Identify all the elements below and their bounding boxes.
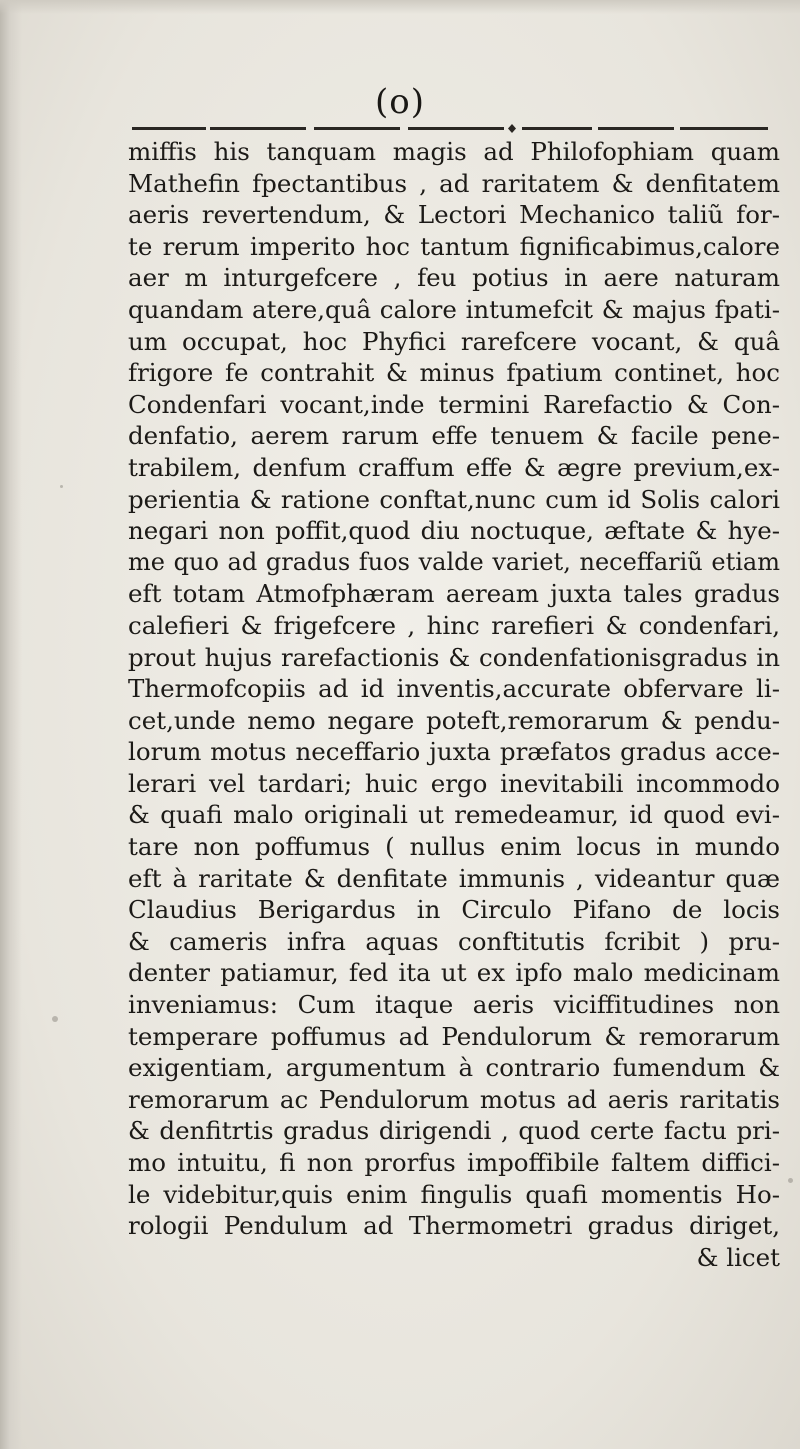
text-line: temperare poffumus ad Pendulorum & remorarum (128, 1021, 780, 1051)
catchword-line: & licet (696, 1242, 780, 1272)
text-line: Thermofcopiis ad id inventis,accurate obfervare li- (128, 674, 780, 704)
text-line: trabilem, denfum craffum effe & ægre previum,ex- (128, 452, 780, 482)
text-line: rologii Pendulum ad Thermometri gradus diriget, (128, 1211, 780, 1241)
text-line: & denfitrtis gradus dirigendi , quod certe factu pri- (128, 1116, 780, 1146)
text-line: quandam atere,quâ calore intumefcit & majus fpati- (128, 294, 780, 324)
text-line: aeris revertendum, & Lectori Mechanico taliũ for- (128, 200, 780, 230)
text-line: calefieri & frigefcere , hinc rarefieri & condenfari, (128, 610, 780, 640)
ornamental-rule-graphic (132, 124, 768, 134)
text-line: denfatio, aerem rarum effe tenuem & facile pene- (128, 421, 780, 451)
page-top-edge (0, 0, 800, 14)
text-line: me quo ad gradus fuos valde variet, neceffariũ etiam (128, 547, 780, 576)
text-line: inveniamus: Cum itaque aeris viciffitudines non (128, 990, 780, 1020)
text-line: eft à raritate & denfitate immunis , videantur quæ (128, 863, 780, 893)
page-header-mark: (o) (375, 82, 425, 122)
text-line: mo intuitu, fi non prorfus impoffibile faltem diffici- (128, 1148, 780, 1177)
text-line: denter patiamur, fed ita ut ex ipfo malo medicinam (128, 958, 780, 988)
binding-shadow (0, 0, 22, 1449)
text-line: tare non poffumus ( nullus enim locus in mundo (128, 832, 780, 862)
text-line: miffis his tanquam magis ad Philofophiam quam (128, 137, 780, 166)
text-line: te rerum imperito hoc tantum fignificabimus,calore (128, 231, 780, 261)
text-line: & cameris infra aquas conftitutis fcribit ) pru- (128, 926, 780, 956)
text-line: negari non poffit,quod diu noctuque, æftate & hye- (128, 516, 780, 546)
text-line: Claudius Berigardus in Circulo Pifano de locis (128, 895, 780, 925)
text-line: Condenfari vocant,inde termini Rarefactio & Con- (128, 389, 780, 419)
text-line: eft totam Atmofphæram aeream juxta tales gradus (128, 579, 780, 609)
text-line: le videbitur,quis enim fingulis quafi momentis Ho- (128, 1179, 780, 1209)
text-line: aer m inturgefcere , feu potius in aere naturam (128, 263, 780, 293)
text-line: cet,unde nemo negare poteft,remorarum & pendu- (128, 705, 780, 735)
text-line: remorarum ac Pendulorum motus ad aeris raritatis (128, 1084, 780, 1114)
text-line: & quafi malo originali ut remedeamur, id quod evi- (128, 800, 780, 830)
text-line: prout hujus rarefactionis & condenfationisgradus in (128, 642, 780, 672)
text-line: lorum motus neceffario juxta præfatos gradus acce- (128, 737, 780, 767)
text-line: Mathefin fpectantibus , ad raritatem & denfitatem (128, 168, 780, 198)
paper-speck (60, 485, 63, 488)
text-line: perientia & ratione conftat,nunc cum id Solis calori (128, 484, 780, 514)
text-line: um occupat, hoc Phyfici rarefcere vocant, & quâ (128, 326, 780, 356)
body-text (128, 136, 780, 1273)
paper-speck (788, 1178, 793, 1183)
text-line: frigore fe contrahit & minus fpatium continet, hoc (128, 358, 780, 388)
text-line: lerari vel tardari; huic ergo inevitabili incommodo (128, 768, 780, 798)
text-line: exigentiam, argumentum à contrario fumendum & (128, 1053, 780, 1083)
ornamental-rule (132, 124, 768, 134)
paper-speck (52, 1016, 58, 1022)
